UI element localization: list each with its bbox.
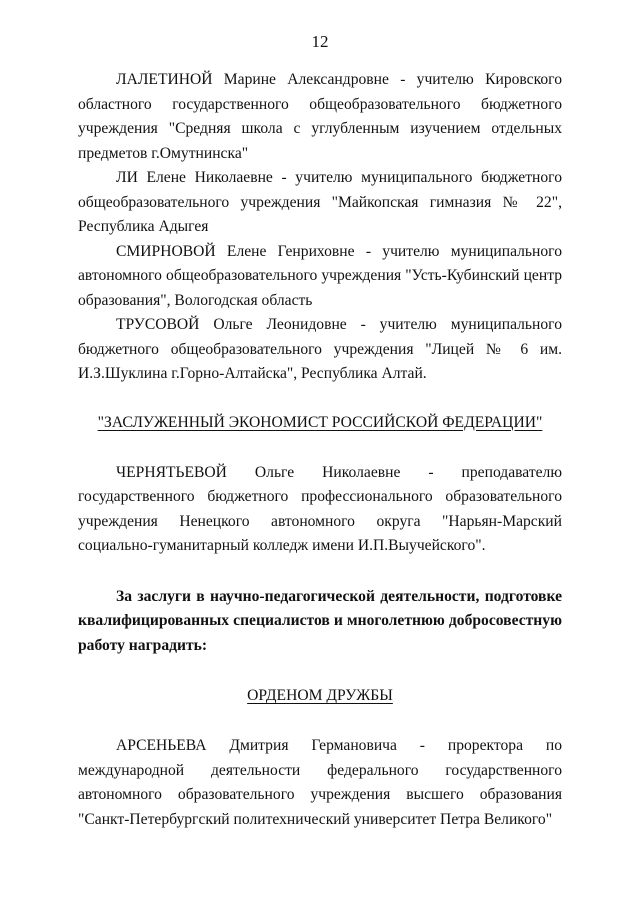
section-title-friendship (78, 684, 562, 708)
award-entry-chernyatieva: ЧЕРНЯТЬЕВОЙ Ольге Николаевне - преподавателю государственного бюджетного профессионального образовательного учреждения Ненецкого автономного округа "Нарьян-Марский социально-гуманитарный колледж имени И.П.Выучейского". (78, 463, 562, 554)
award-entry-laletina: ЛАЛЕТИНОЙ Марине Александровне - учителю Кировского областного государственного общеобразовательного бюджетного учреждения "Средняя школа с углубленным изучением отдельных предметов г.Омутнинска" (78, 71, 562, 162)
award-entry-arsenyev: АРСЕНЬЕВА Дмитрия Германовича - проректора по международной деятельности федерального государственного автономного образовательного учреждения высшего образования "Санкт-Петербургский политехнический университет Петра Великого" (78, 737, 562, 828)
section-title-economist (78, 411, 562, 435)
decree-text: За заслуги в научно-педагогической деятельности, подготовке квалифицированных специалистов и многолетнюю добросовестную работу наградить: (78, 587, 562, 654)
section-title-economist-text: "ЗАСЛУЖЕННЫЙ ЭКОНОМИСТ РОССИЙСКОЙ ФЕДЕРАЦИИ" (97, 413, 543, 431)
award-entry-smirnova: СМИРНОВОЙ Елене Генриховне - учителю муниципального автономного общеобразовательного учреждения "Усть-Кубинский центр образования", Вологодская область (78, 242, 562, 309)
award-entry-trusova: ТРУСОВОЙ Ольге Леонидовне - учителю муниципального бюджетного общеобразовательного учреждения "Лицей № 6 им. И.З.Шуклина г.Горно-Алтайска", Республика Алтай. (78, 316, 562, 382)
page-number: 12 (311, 32, 329, 51)
award-entry-li: ЛИ Елене Николаевне - учителю муниципального бюджетного общеобразовательного учреждения "Майкопская гимназия № 22", Республика Адыгея (78, 169, 562, 235)
section-title-friendship-text: ОРДЕНОМ ДРУЖБЫ (247, 687, 393, 704)
document-body (78, 68, 562, 832)
